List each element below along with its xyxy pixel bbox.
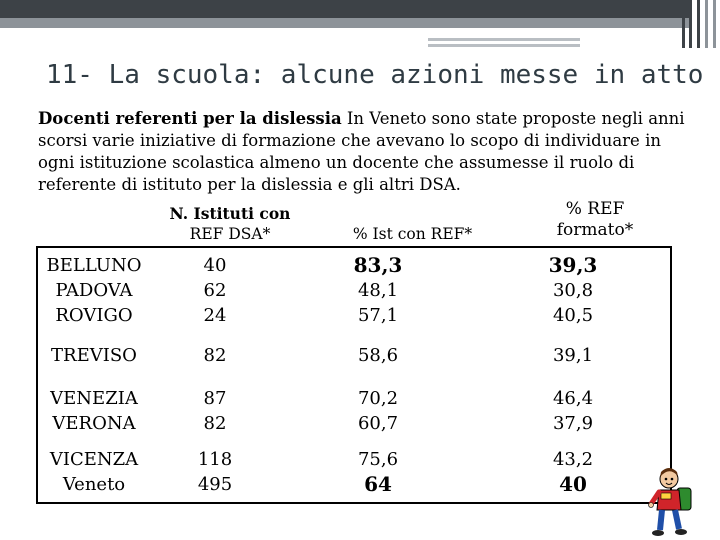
pct-ref-value: 46,4	[552, 388, 594, 409]
header-pct-ref	[530, 199, 660, 241]
pct-ist-cell	[280, 330, 476, 380]
referenti-table	[36, 246, 672, 504]
pct-ref-cell	[476, 247, 671, 330]
intro-bold-lead: Docenti referenti per la dislessia	[38, 109, 342, 128]
province-cell	[37, 442, 150, 503]
corner-stripes-decoration	[680, 0, 720, 48]
slide-title: 11- La scuola: alcune azioni messe in atto	[46, 60, 704, 90]
pct-ist-value: 70,2	[357, 388, 399, 409]
n-istituti-cell	[150, 442, 280, 503]
pct-ist-value: 57,1	[357, 304, 399, 326]
pct-ref-value: 40,5	[552, 304, 594, 326]
n-istituti-value: 82	[203, 413, 227, 434]
province-name: TREVISO	[51, 344, 137, 366]
header-n-istituti-line1: N. Istituti con	[169, 204, 291, 223]
pct-ist-value: 58,6	[357, 344, 399, 366]
province-cell	[37, 247, 150, 330]
pct-ref-value: 37,9	[552, 413, 594, 434]
n-istituti-cell	[150, 380, 280, 442]
pct-ist-value: 64	[364, 472, 392, 496]
pct-ist-value: 60,7	[357, 413, 399, 434]
header-n-istituti	[150, 203, 310, 245]
table-row	[37, 247, 671, 330]
province-name: VICENZA	[49, 449, 139, 470]
n-istituti-cell	[150, 247, 280, 330]
pct-ref-value: 43,2	[552, 449, 594, 470]
pct-ist-value: 75,6	[357, 449, 399, 470]
province-name: ROVIGO	[55, 304, 133, 326]
n-istituti-value: 24	[203, 304, 227, 326]
n-istituti-value: 87	[203, 388, 227, 409]
header-pct-ref-line2: formato*	[556, 220, 634, 240]
n-istituti-cell	[150, 330, 280, 380]
n-istituti-value: 62	[203, 279, 227, 301]
header-pct-ist	[330, 224, 495, 245]
province-cell	[37, 330, 150, 380]
header-n-istituti-line2: REF DSA*	[189, 225, 271, 243]
pct-ref-value: 30,8	[552, 279, 594, 301]
pct-ref-cell	[476, 442, 671, 503]
pct-ist-cell	[280, 442, 476, 503]
header-pct-ist-label: % Ist con REF*	[352, 225, 473, 243]
pct-ref-value: 40	[559, 472, 587, 496]
n-istituti-value: 82	[203, 344, 227, 366]
table-row	[37, 380, 671, 442]
pct-ref-cell	[476, 330, 671, 380]
province-name: VERONA	[52, 413, 136, 434]
province-name: Veneto	[62, 474, 126, 495]
n-istituti-value: 40	[203, 254, 227, 276]
pct-ist-value: 48,1	[357, 279, 399, 301]
n-istituti-value: 118	[197, 449, 233, 470]
pct-ref-value: 39,3	[548, 252, 598, 277]
province-cell	[37, 380, 150, 442]
pct-ref-cell	[476, 380, 671, 442]
pct-ist-cell	[280, 380, 476, 442]
pct-ist-value: 83,3	[353, 252, 403, 277]
student-cartoon-illustration	[647, 466, 697, 538]
pct-ref-value: 39,1	[552, 344, 594, 366]
table-row	[37, 330, 671, 380]
intro-paragraph	[38, 108, 688, 196]
province-name: VENEZIA	[50, 388, 138, 409]
province-name: BELLUNO	[46, 254, 142, 276]
province-name: PADOVA	[55, 279, 133, 301]
top-bar-thin-1	[428, 38, 580, 41]
top-bar-light	[0, 18, 692, 28]
n-istituti-value: 495	[197, 474, 233, 495]
top-bar-dark	[0, 0, 692, 18]
table-row	[37, 442, 671, 503]
header-pct-ref-line1: % REF	[565, 199, 625, 219]
intro-text: In Veneto sono state proposte negli anni scorsi varie iniziative di formazione che avevano lo scopo di individuare in ogni istituzione scolastica almeno un docente che assumesse il ruolo di referente di istituto per la dislessia e gli altri DSA.	[38, 109, 685, 194]
pct-ist-cell	[280, 247, 476, 330]
top-bar-thin-2	[428, 44, 580, 47]
